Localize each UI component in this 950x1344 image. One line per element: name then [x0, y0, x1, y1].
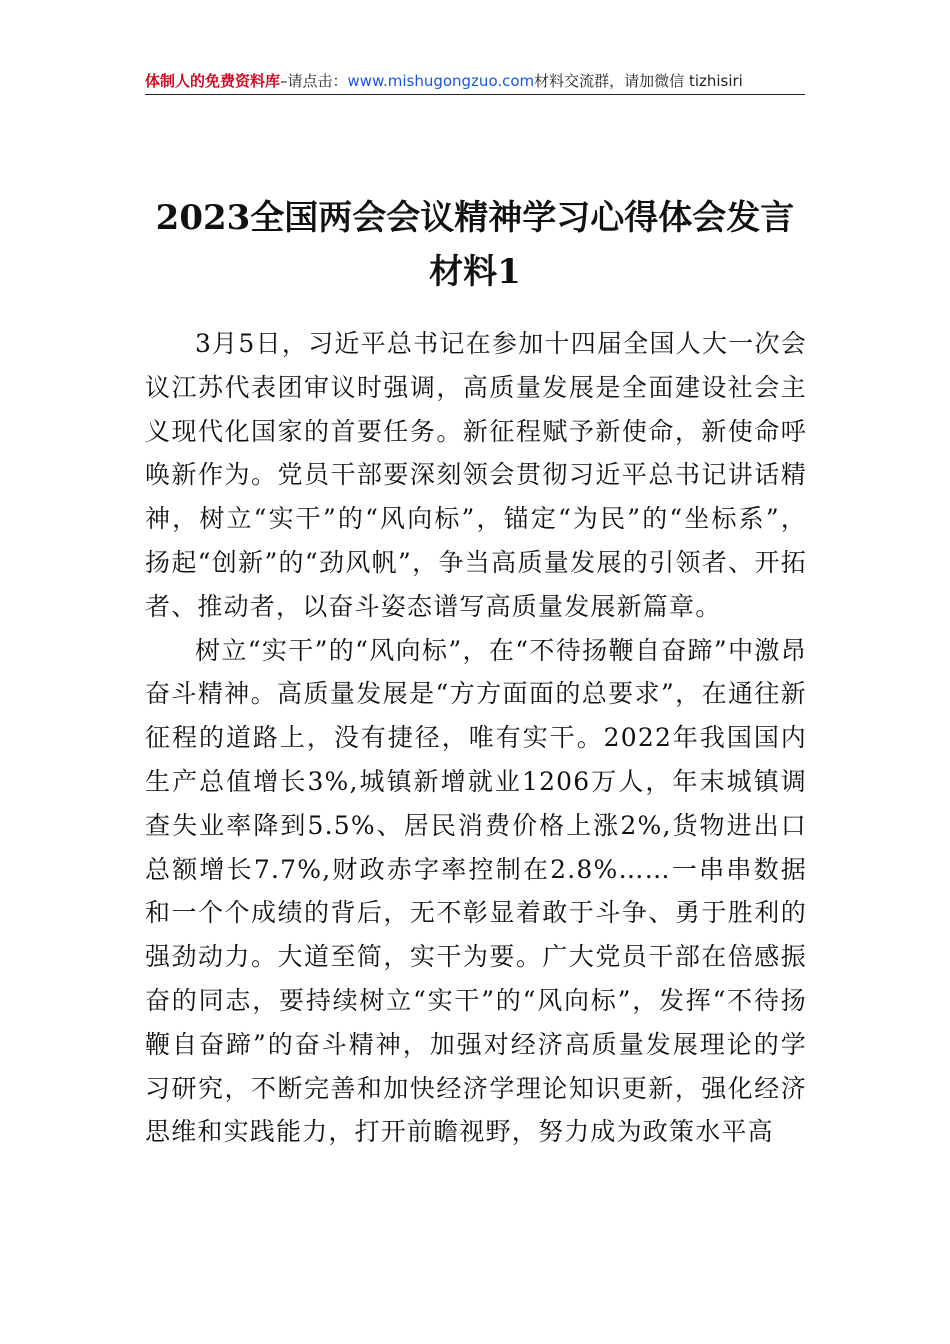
page-header [145, 70, 805, 95]
document-body [145, 322, 807, 1154]
header-note: 材料交流群，请加微信 tizhisiri [534, 72, 743, 90]
paragraph-2: 树立“实干”的“风向标”，在“不待扬鞭自奋蹄”中激昂奋斗精神。高质量发展是“方方面面的总要求”，在通往新征程的道路上，没有捷径，唯有实干。2022年我国国内生产总值增长3%,城镇新增就业1206万人，年末城镇调查失业率降到5.5%、居民消费价格上涨2%,货物进出口总额增长7.7%,财政赤字率控制在2.8%……一串串数据和一个个成绩的背后，无不彰显着敢于斗争、勇于胜利的强劲动力。大道至简，实干为要。广大党员干部在倍感振奋的同志，要持续树立“实干”的“风向标”，发挥“不待扬鞭自奋蹄”的奋斗精神，加强对经济高质量发展理论的学习研究，不断完善和加快经济学理论知识更新，强化经济思维和实践能力，打开前瞻视野，努力成为政策水平高 [145, 635, 807, 1147]
document-title: 2023全国两会会议精神学习心得体会发言材料1 [155, 197, 795, 292]
paragraph-1: 3月5日，习近平总书记在参加十四届全国人大一次会议江苏代表团审议时强调，高质量发展是全面建设社会主义现代化国家的首要任务。新征程赋予新使命，新使命呼唤新作为。党员干部要深刻领会贯彻习近平总书记讲话精神，树立“实干”的“风向标”，锚定“为民”的“坐标系”，扬起“创新”的“劲风帆”，争当高质量发展的引领者、开拓者、推动者，以奋斗姿态谱写高质量发展新篇章。 [145, 329, 807, 621]
header-site-name: 体制人的免费资料库 [145, 72, 281, 90]
header-prompt: –请点击： [280, 72, 348, 90]
header-url-link[interactable]: www.mishugongzuo.com [347, 72, 535, 90]
